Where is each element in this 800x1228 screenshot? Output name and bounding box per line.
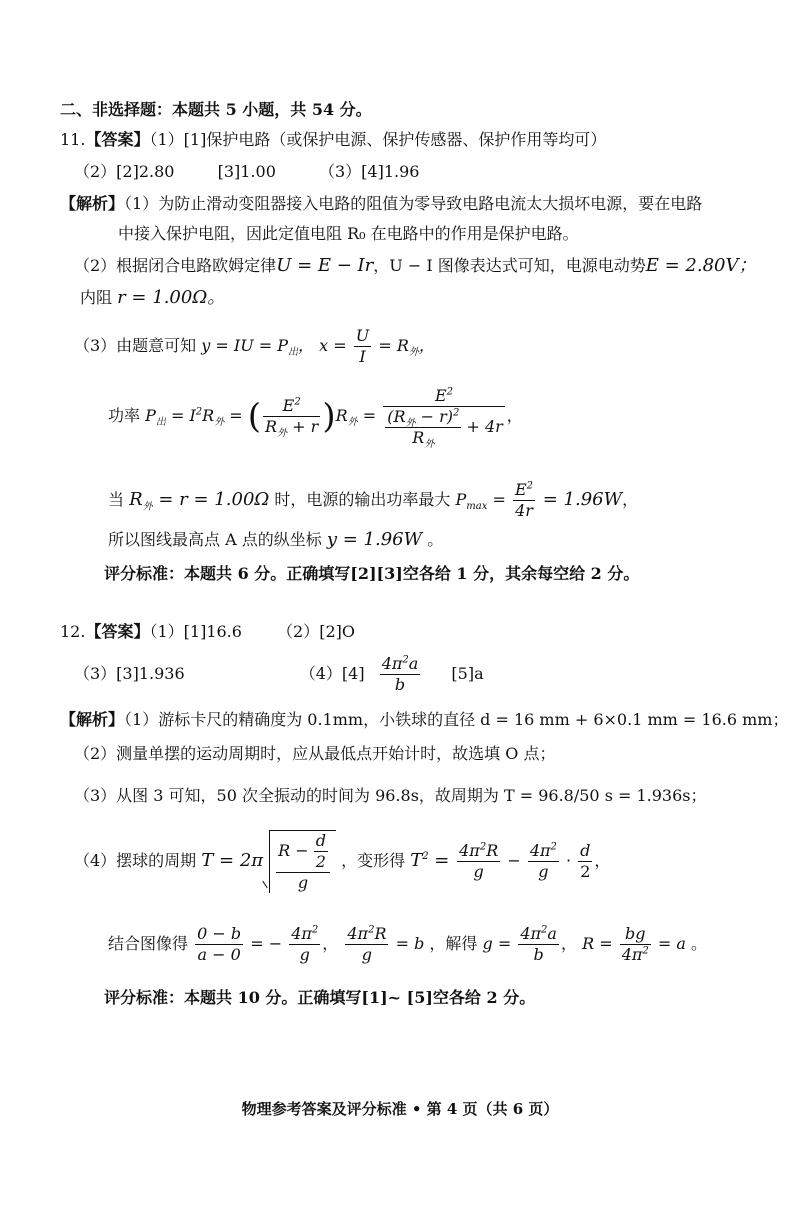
answer-tag: 【答案】 [85, 130, 150, 149]
q11-analysis-1: 【解析】（1）为防止滑动变阻器接入电路的阻值为零导致电路电流太大损坏电源，要在电路 [60, 194, 703, 213]
q12-answer-line-2: （3）[3]1.936 （4）[4] $\frac{4\pi^2a}{b}$ [5]a [74, 654, 484, 694]
q12-analysis-3: （3）从图 3 可知，50 次全振动的时间为 96.8s，故周期为 T = 96.8/50 s = 1.936s； [74, 786, 707, 805]
q12-combine: 结合图像得 $\frac{0 - b}{a - 0}$ = − $\frac{4\pi^2}{g}$ ， $\frac{4\pi^2R}{g}$ = b ，解得 g = $\frac{4\pi^2a}{b}$ ， R = $\frac{bg}{4\pi^2}$ = a 。 [108, 924, 707, 964]
q11-max-power: 当 $R_外 = r = 1.00\Omega$ 时，电源的输出功率最大 $P_{max}$ = $\frac{E^2}{4r}$ = 1.96W， [108, 480, 639, 520]
q11-power-equation: 功率 $P_出 = I^2R_外$ = ( $\frac{E^2}{R_外 + r}$ )$R_外$ = $E^2$ $\frac{(R_外 - r)^2}{R_外}$ + 4r ， [108, 385, 523, 450]
q12-scoring: 评分标准：本题共 10 分。正确填写[1]~ [5]空各给 2 分。 [104, 988, 536, 1007]
q11-number: 11. [60, 130, 86, 149]
q11-answer-line-2: （2）[2]2.80 [3]1.00 （3）[4]1.96 [74, 162, 420, 181]
q11-scoring: 评分标准：本题共 6 分。正确填写[2][3]空各给 1 分，其余每空给 2 分。 [104, 564, 640, 583]
q12-answer-line-1: 12.【答案】（1）[1]16.6 （2）[2]O [60, 622, 356, 641]
q12-analysis-4: （4）摆球的周期 T = 2π R − $\frac{d}{2}$ g ，变形得 $T^2$ = $\frac{4\pi^2R}{g}$ − $\frac{4\pi^2}{g}$ · $\frac{d}{2}$ ， [74, 831, 611, 892]
section-header: 二、非选择题：本题共 5 小题，共 54 分。 [60, 100, 372, 119]
q11-analysis-3: （3）由题意可知 y = IU = $P_出$， x = $\frac{U}{I}$ = $R_外$， [74, 326, 435, 366]
q11-analysis-2b: 内阻 r = 1.00Ω。 [80, 287, 226, 308]
q12-analysis-2: （2）测量单摆的运动周期时，应从最低点开始计时，故选填 O 点； [74, 744, 556, 763]
analysis-tag: 【解析】 [60, 194, 125, 213]
q11-analysis-2: （2）根据闭合电路欧姆定律U = E − Ir，U − I 图像表达式可知，电源电动势E = 2.80V； [74, 255, 757, 276]
answer-4-fraction: $\frac{4\pi^2a}{b}$ [381, 654, 419, 694]
q12-analysis-1: 【解析】（1）游标卡尺的精确度为 0.1mm，小铁球的直径 d = 16 mm + 6×0.1 mm = 16.6 mm； [60, 710, 789, 729]
q11-analysis-1b: 中接入保护电阻，因此定值电阻 R₀ 在电路中的作用是保护电路。 [118, 224, 579, 243]
q11-answer-line-1: 11.【答案】（1）[1]保护电路（或保护电源、保护传感器、保护作用等均可） [60, 130, 607, 149]
q12-number: 12. [60, 622, 86, 641]
page-footer: 物理参考答案及评分标准 • 第 4 页（共 6 页） [241, 1100, 559, 1118]
q11-conclusion: 所以图线最高点 A 点的纵坐标 y = 1.96W 。 [108, 529, 444, 550]
